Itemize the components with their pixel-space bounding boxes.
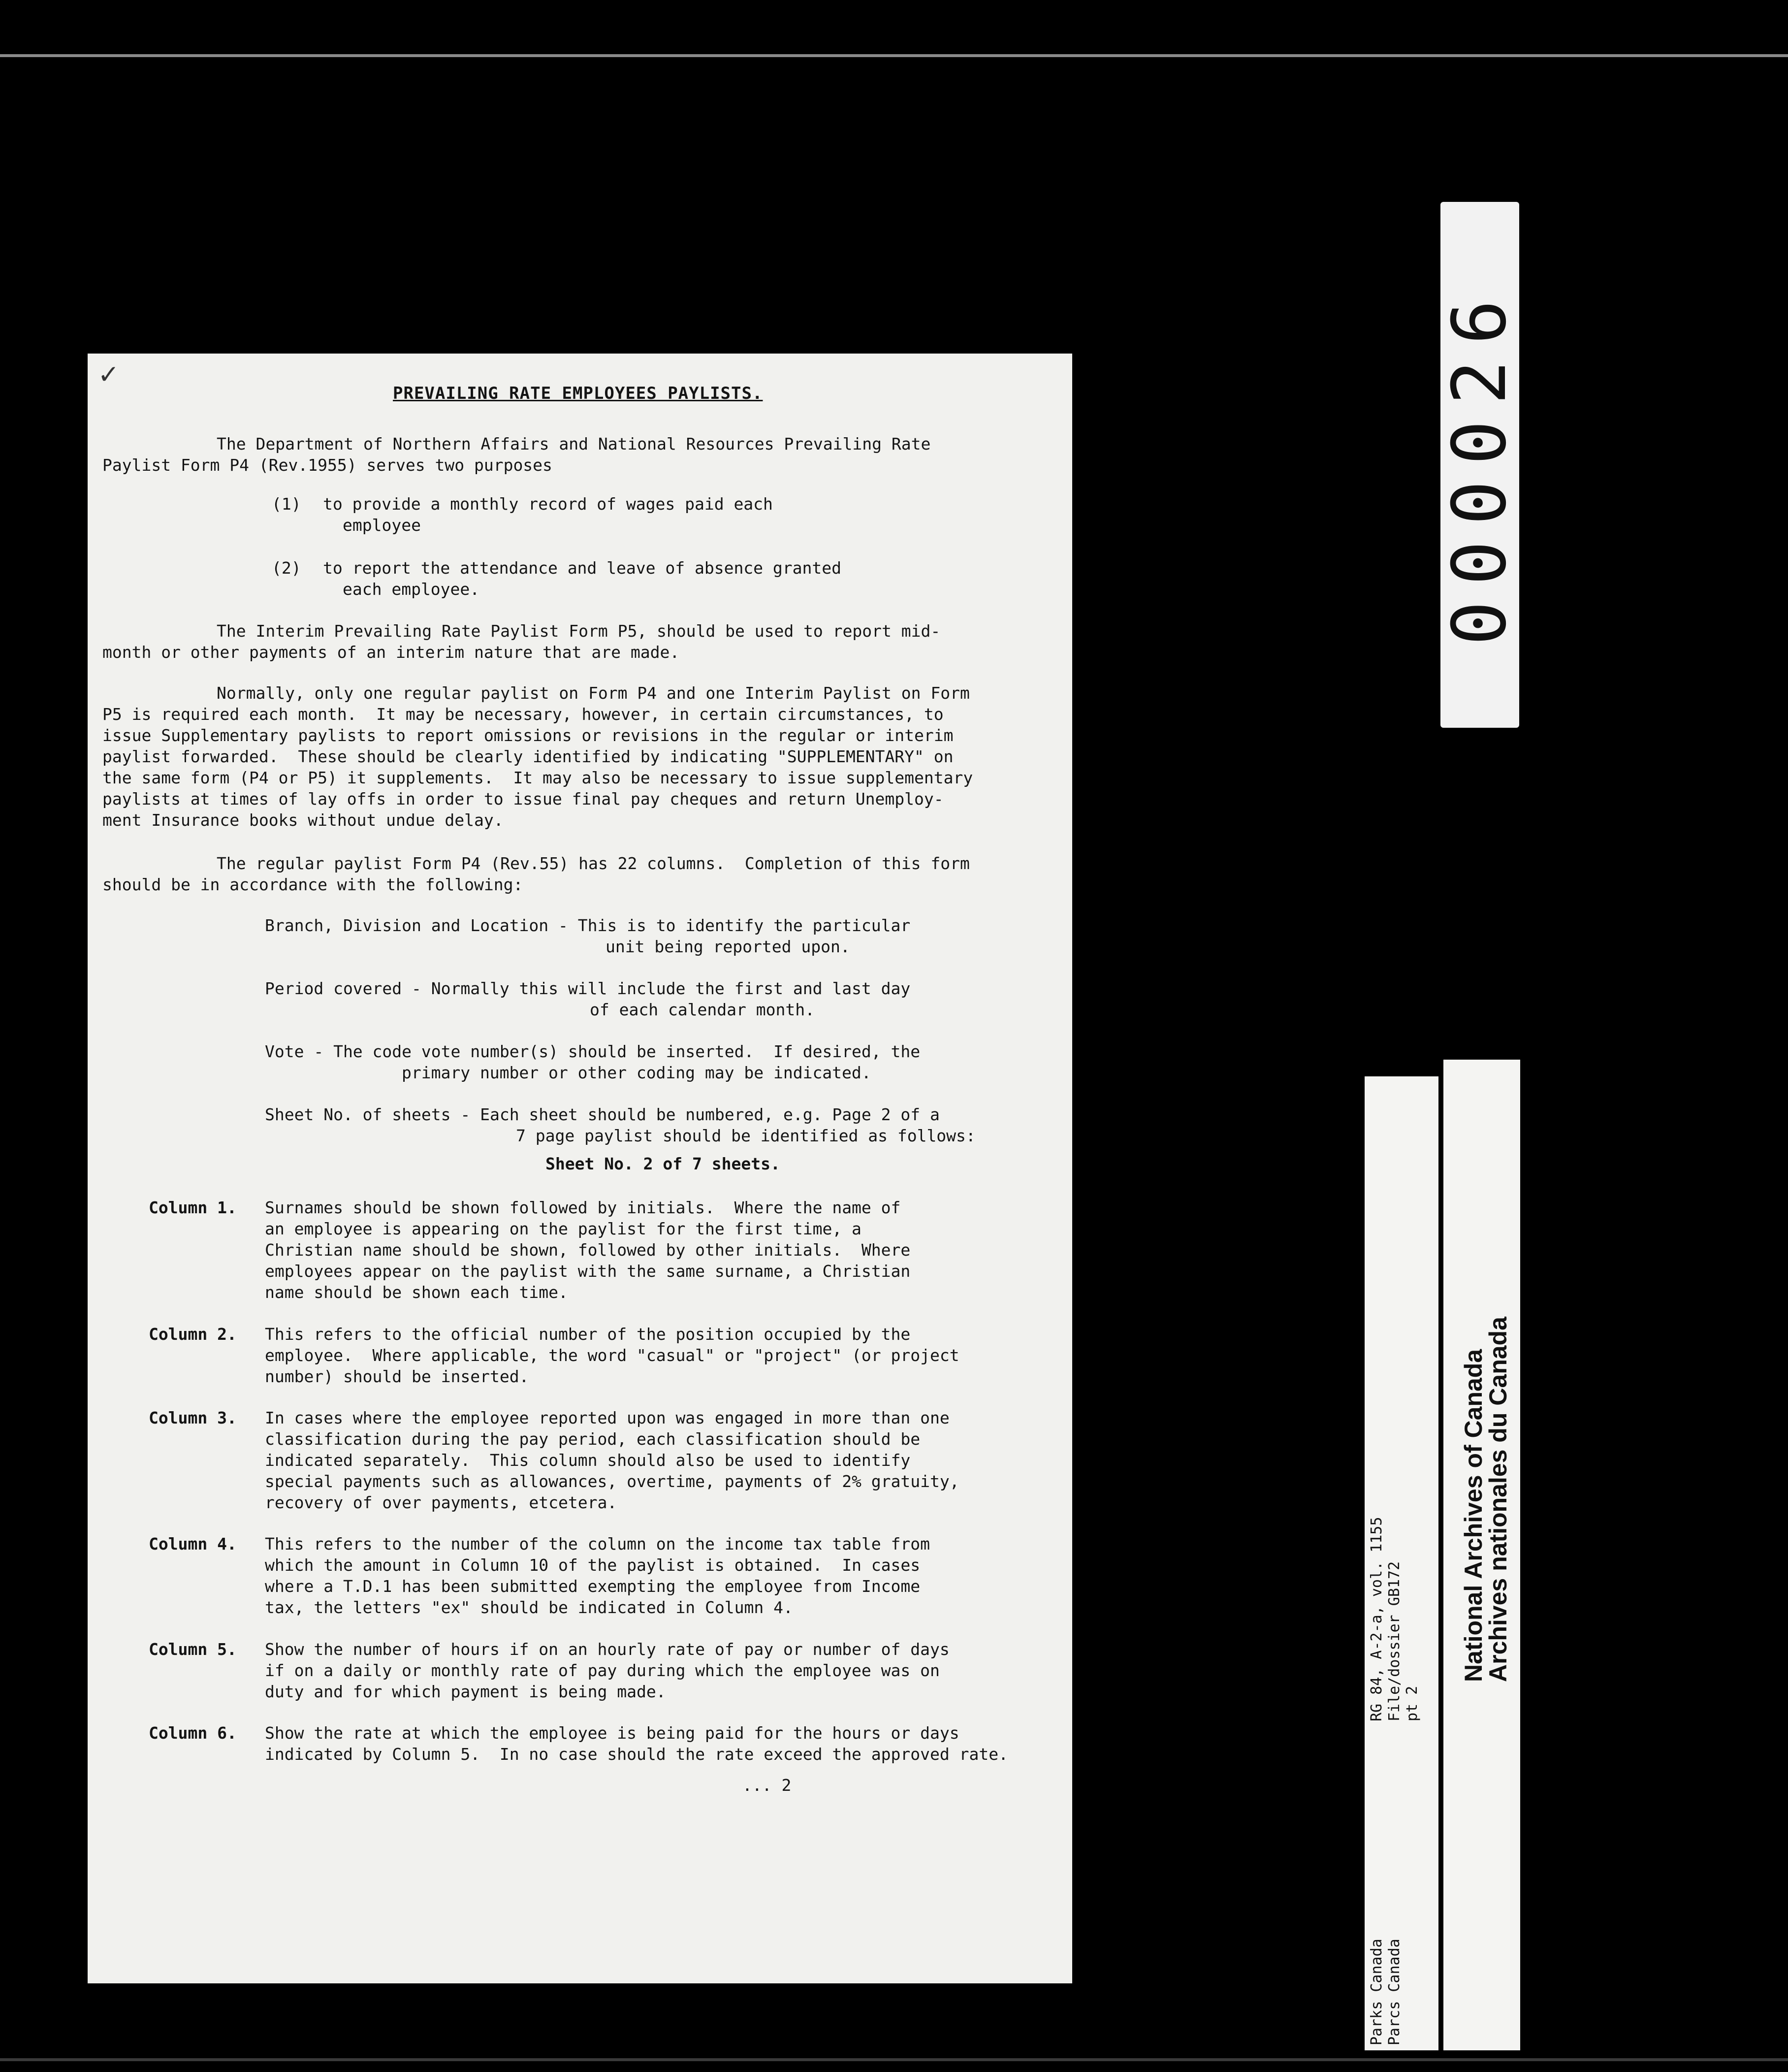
column-3-line-3: indicated separately. This column should also be used to identify <box>265 1451 911 1470</box>
document-title: PREVAILING RATE EMPLOYEES PAYLISTS. <box>393 384 763 403</box>
column-5-line-2: if on a daily or monthly rate of pay during which the employee was on <box>265 1661 940 1680</box>
vote-line-1: Vote - The code vote number(s) should be inserted. If desired, the <box>265 1042 921 1061</box>
column-5-line-3: duty and for which payment is being made. <box>265 1682 666 1701</box>
sheet-line-2: 7 page paylist should be identified as follows: <box>516 1126 976 1145</box>
agency-name-en: Parks Canada <box>1368 1939 1385 2045</box>
interim-line-1: The Interim Prevailing Rate Paylist Form P5, should be used to report mid- <box>217 621 941 641</box>
regular-line-2: should be in accordance with the following: <box>102 875 523 894</box>
normally-line-5: the same form (P4 or P5) it supplements. It may also be necessary to issue supplementary <box>102 768 973 787</box>
frame-number: 000026 <box>1437 284 1523 646</box>
purpose-1-line-2: employee <box>343 516 421 535</box>
column-6-label: Column 6. <box>149 1723 237 1743</box>
column-1-line-3: Christian name should be shown, followed by other initials. Where <box>265 1240 911 1260</box>
normally-line-7: ment Insurance books without undue delay. <box>102 810 504 830</box>
archive-reference-line-3: pt 2 <box>1404 1685 1421 1721</box>
interim-line-2: month or other payments of an interim nature that are made. <box>102 643 680 662</box>
normally-line-3: issue Supplementary paylists to report omissions or revisions in the regular or interim <box>102 726 954 745</box>
column-1-line-1: Surnames should be shown followed by initials. Where the name of <box>265 1198 901 1217</box>
archive-reference-line-2: File/dossier GB172 <box>1386 1561 1403 1721</box>
branch-line-1: Branch, Division and Location - This is to identify the particular <box>265 916 911 935</box>
column-1-line-2: an employee is appearing on the paylist for the first time, a <box>265 1219 862 1238</box>
column-2-line-3: number) should be inserted. <box>265 1367 529 1386</box>
column-1-line-5: name should be shown each time. <box>265 1283 568 1302</box>
column-3-line-2: classification during the pay period, each classification should be <box>265 1429 921 1449</box>
column-1-label: Column 1. <box>149 1198 237 1217</box>
column-2-line-1: This refers to the official number of the position occupied by the <box>265 1325 911 1344</box>
column-3-line-4: special payments such as allowances, overtime, payments of 2% gratuity, <box>265 1472 959 1491</box>
purpose-1-number: (1) <box>272 494 301 514</box>
intro-line-1: The Department of Northern Affairs and National Resources Prevailing Rate <box>217 434 931 453</box>
typed-document-page <box>88 354 1072 1983</box>
column-3-label: Column 3. <box>149 1408 237 1427</box>
regular-line-1: The regular paylist Form P4 (Rev.55) has 22 columns. Completion of this form <box>217 854 970 873</box>
purpose-2-line-2: each employee. <box>343 580 480 599</box>
frame-number-strip <box>1437 202 1523 728</box>
institution-label-strip <box>1443 1060 1520 2050</box>
film-top-edge <box>0 0 1788 57</box>
institution-name-en: National Archives of Canada <box>1460 1349 1487 1682</box>
column-4-line-1: This refers to the number of the column on the income tax table from <box>265 1534 930 1554</box>
branch-line-2: unit being reported upon. <box>606 937 850 956</box>
purpose-2-number: (2) <box>272 558 301 578</box>
column-6-line-2: indicated by Column 5. In no case should the rate exceed the approved rate. <box>265 1745 1008 1764</box>
sheet-line-1: Sheet No. of sheets - Each sheet should be numbered, e.g. Page 2 of a <box>265 1105 940 1124</box>
column-6-line-1: Show the rate at which the employee is being paid for the hours or days <box>265 1723 959 1743</box>
normally-line-4: paylist forwarded. These should be clearly identified by indicating "SUPPLEMENTARY" on <box>102 747 954 766</box>
period-line-2: of each calendar month. <box>590 1000 815 1019</box>
column-4-label: Column 4. <box>149 1534 237 1554</box>
reference-label-strip <box>1365 1076 1438 2050</box>
column-4-line-4: tax, the letters "ex" should be indicated in Column 4. <box>265 1598 793 1617</box>
purpose-2-line-1: to report the attendance and leave of absence granted <box>323 558 841 578</box>
normally-line-6: paylists at times of lay offs in order to issue final pay cheques and return Unemploy- <box>102 789 944 809</box>
column-1-line-4: employees appear on the paylist with the same surname, a Christian <box>265 1262 911 1281</box>
vote-line-2: primary number or other coding may be indicated. <box>402 1063 871 1082</box>
agency-name-fr: Parcs Canada <box>1386 1939 1403 2045</box>
column-4-line-2: which the amount in Column 10 of the paylist is obtained. In cases <box>265 1555 921 1575</box>
column-3-line-5: recovery of over payments, etcetera. <box>265 1493 617 1512</box>
intro-line-2: Paylist Form P4 (Rev.1955) serves two purposes <box>102 455 552 475</box>
column-4-line-3: where a T.D.1 has been submitted exempting the employee from Income <box>265 1577 921 1596</box>
column-5-label: Column 5. <box>149 1640 237 1659</box>
archive-reference-line-1: RG 84, A-2-a, vol. 1155 <box>1368 1517 1385 1721</box>
column-3-line-1: In cases where the employee reported upon was engaged in more than one <box>265 1408 950 1427</box>
period-line-1: Period covered - Normally this will include the first and last day <box>265 979 911 998</box>
column-2-line-2: employee. Where applicable, the word "casual" or "project" (or project <box>265 1346 959 1365</box>
normally-line-1: Normally, only one regular paylist on Form P4 and one Interim Paylist on Form <box>217 683 970 703</box>
sheet-example: Sheet No. 2 of 7 sheets. <box>545 1154 780 1173</box>
check-mark-icon: ✓ <box>99 356 118 391</box>
normally-line-2: P5 is required each month. It may be necessary, however, in certain circumstances, to <box>102 705 944 724</box>
purpose-1-line-1: to provide a monthly record of wages paid each <box>323 494 773 514</box>
film-bottom-edge <box>0 2058 1788 2061</box>
page-continuation-marker: ... 2 <box>742 1776 792 1795</box>
column-2-label: Column 2. <box>149 1325 237 1344</box>
institution-name-fr: Archives nationales du Canada <box>1484 1317 1512 1682</box>
column-5-line-1: Show the number of hours if on an hourly rate of pay or number of days <box>265 1640 950 1659</box>
